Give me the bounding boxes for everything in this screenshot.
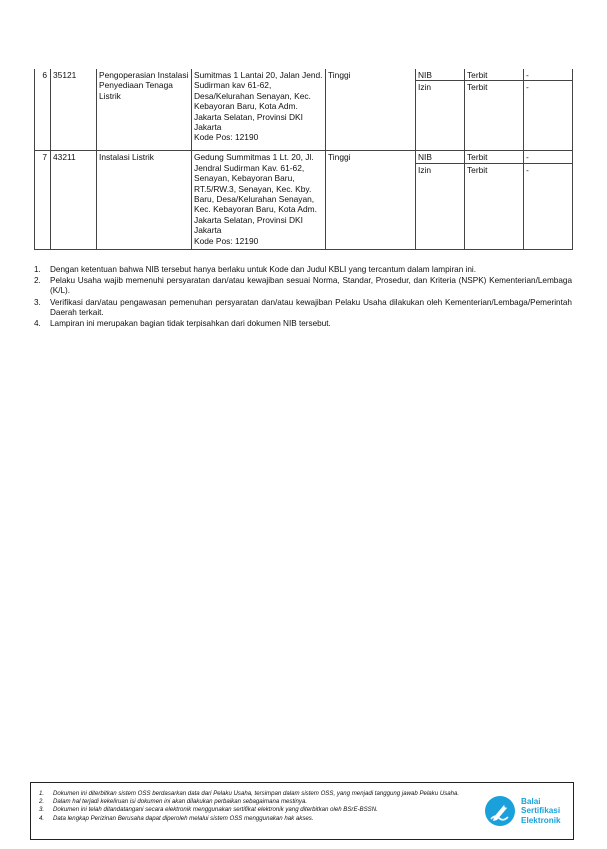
- footer-note-text: Dalam hal terjadi kekeliruan isi dokumen ini akan dilakukan perbaikan sebagaimana mestinya.: [53, 798, 308, 806]
- row-number: 7: [35, 151, 51, 249]
- permit-status: Terbit: [465, 163, 524, 249]
- risk-level: Tinggi: [326, 69, 416, 151]
- permit-note: -: [524, 81, 573, 151]
- risk-level: Tinggi: [326, 151, 416, 249]
- footer-notes: [39, 790, 479, 823]
- note-number: 1.: [34, 265, 41, 274]
- row-number: 6: [35, 69, 51, 151]
- kbli-table: [34, 69, 573, 250]
- note-item: [34, 276, 572, 296]
- footer-note-number: 1.: [39, 790, 45, 797]
- permit-note: -: [524, 151, 573, 163]
- permit-status: Terbit: [465, 81, 524, 151]
- postal-code: Kode Pos: 12190: [194, 235, 259, 246]
- bsre-logo-line3: Elektronik: [521, 815, 561, 825]
- location-address: Sumitmas 1 Lantai 20, Jalan Jend. Sudirman kav 61-62, Desa/Kelurahan Senayan, Kec. Kebayoran Baru, Kota Adm. Jakarta Selatan, Provinsi DKI Jakarta: [194, 70, 323, 133]
- footer-note-text: Dokumen ini diterbitkan sistem OSS berdasarkan data dari Pelaku Usaha, tersimpan dalam sistem OSS, yang menjadi tanggung jawab Pelaku Usaha.: [53, 790, 460, 797]
- permit-type: NIB: [416, 69, 465, 81]
- permit-status: Terbit: [465, 151, 524, 163]
- note-item: [34, 298, 572, 318]
- permit-type: Izin: [416, 81, 465, 151]
- permit-type: Izin: [416, 163, 465, 249]
- footer-note: [39, 806, 479, 814]
- note-item: [34, 265, 572, 275]
- footer-note: [39, 798, 479, 806]
- business-location: [192, 69, 326, 151]
- bsre-logo-text: [521, 797, 561, 825]
- kbli-title: Pengoperasian Instalasi Penyediaan Tenaga Listrik: [97, 69, 192, 151]
- footer-note-number: 2.: [39, 798, 45, 806]
- footer-note: [39, 790, 479, 798]
- note-number: 3.: [34, 297, 41, 307]
- note-text: Dengan ketentuan bahwa NIB tersebut hanya berlaku untuk Kode dan Judul KBLI yang tercantum dalam lampiran ini.: [50, 265, 477, 274]
- location-address: Gedung Summitmas 1 Lt. 20, Jl. Jendral Sudirman Kav. 61-62, Senayan, Kebayoran Baru, RT.5/RW.3, Senayan, Kec. Kby. Baru, Desa/Kelurahan Senayan, Kec. Kebayoran Baru, Kota Adm. Jakarta Selatan, Provinsi DKI Jakarta: [194, 152, 317, 236]
- permit-type: NIB: [416, 151, 465, 163]
- notes-list: [34, 265, 572, 330]
- note-number: 4.: [34, 319, 41, 329]
- footer-note-number: 3.: [39, 806, 45, 814]
- note-item: [34, 319, 572, 329]
- note-text: Lampiran ini merupakan bagian tidak terpisahkan dari dokumen NIB tersebut.: [50, 319, 331, 329]
- kbli-code: 43211: [51, 151, 97, 249]
- bsre-logo-line1: Balai: [521, 797, 541, 806]
- business-location: [192, 151, 326, 249]
- footer-note-text: Data lengkap Perizinan Berusaha dapat diperoleh melalui sistem OSS menggunakan hak akses.: [53, 814, 314, 822]
- bsre-logo: [485, 795, 575, 831]
- bsre-logo-line2: Sertifikasi: [521, 806, 561, 816]
- permit-status: Terbit: [465, 69, 524, 81]
- permit-note: -: [524, 69, 573, 81]
- footer-note: [39, 815, 479, 823]
- note-text: Pelaku Usaha wajib memenuhi persyaratan dan/atau kewajiban sesuai Norma, Standar, Prosedur, dan Kriteria (NSPK) Kementerian/Lembaga (K/L).: [50, 276, 572, 296]
- kbli-title: Instalasi Listrik: [97, 151, 192, 249]
- permit-note: -: [524, 163, 573, 249]
- table-row: [35, 151, 573, 163]
- footer-note-number: 4.: [39, 814, 45, 822]
- table-row: [35, 69, 573, 81]
- bsre-pen-logo-icon: [485, 796, 515, 826]
- postal-code: Kode Pos: 12190: [194, 132, 259, 143]
- footer-note-text: Dokumen ini telah ditandatangani secara elektronik menggunakan sertifikat elektronik yang diterbitkan oleh BSrE-BSSN.: [53, 806, 378, 814]
- note-text: Verifikasi dan/atau pengawasan pemenuhan persyaratan dan/atau kewajiban Pelaku Usaha dilakukan oleh Kementerian/Lembaga/Pemerintah Daerah terkait.: [50, 297, 572, 317]
- note-number: 2.: [34, 276, 41, 286]
- kbli-code: 35121: [51, 69, 97, 151]
